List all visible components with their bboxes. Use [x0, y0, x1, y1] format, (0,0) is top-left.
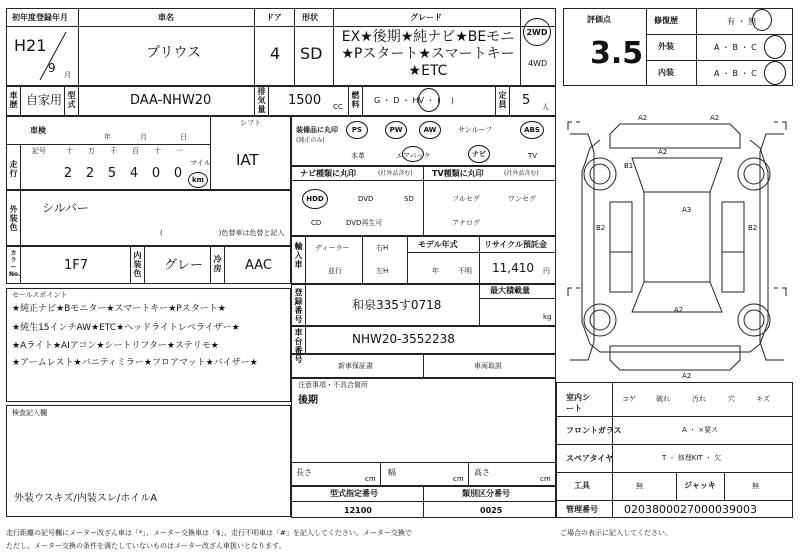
mileage-digit: 2: [85, 166, 95, 181]
drive-2wd-circle: 2WD: [523, 18, 551, 46]
model: DAA-NHW20: [130, 93, 212, 108]
sunroof-label: サンルーフ: [458, 126, 493, 134]
class-number-value: 0025: [480, 506, 503, 515]
shaken-day-unit: 日: [180, 133, 187, 141]
capacity: 5: [522, 93, 531, 108]
notes-label: 注意事項・不具合箇所: [298, 381, 368, 389]
ac-value: AAC: [245, 258, 272, 273]
chassis-value: NHW20-3552238: [352, 332, 455, 346]
exterior-label: 外装: [658, 42, 674, 51]
spare-opts: T ・ 修理KIT ・ 欠: [662, 454, 722, 462]
navi-cd: CD: [311, 219, 322, 227]
aw-circle: AW: [419, 121, 441, 139]
inspector-label: 検査記入欄: [12, 409, 47, 417]
ext-color-note: ( )色替車は色替と記入: [160, 229, 285, 237]
mileage-digit: 4: [129, 166, 139, 181]
exterior-c-circle: [764, 35, 786, 59]
navi-circle: ナビ: [468, 145, 490, 163]
tv-type-label: TV種類に丸印: [432, 169, 484, 178]
capacity-label: 定員: [498, 91, 507, 109]
ps-circle: PS: [346, 121, 368, 139]
sales-line: ★純正ナビ★Bモニター★スマートキー★Pスタート★: [12, 304, 226, 314]
mark-a3: A3: [682, 206, 692, 214]
car-damage-diagram: [560, 112, 794, 380]
warranty-label: 新車保証書: [338, 362, 373, 370]
recycle-value: 11,410: [492, 261, 534, 275]
repair-label: 修復歴: [654, 16, 678, 25]
fuel-options: G ・ D ・ HV ・ ( ): [374, 96, 454, 105]
mileage-header: 十: [154, 147, 161, 155]
fuel-label: 燃料: [351, 91, 360, 109]
mark-a2: A2: [638, 114, 648, 122]
mark-a2: A2: [710, 114, 720, 122]
type-number-value: 12100: [344, 506, 372, 515]
usage-label: 車歴: [9, 91, 18, 109]
door-label: ドア: [266, 13, 282, 22]
color-no: 1F7: [64, 258, 89, 273]
mileage-digit: 5: [107, 166, 117, 181]
mileage-header: 一: [176, 147, 183, 155]
interior-options: A ・ B ・ C: [714, 69, 757, 78]
ext-color-label: 外装色: [9, 205, 18, 232]
length-label: 長さ: [296, 468, 312, 477]
mileage-header: 百: [132, 147, 139, 155]
import-left: 左H: [376, 267, 389, 275]
navi-sd: SD: [404, 195, 414, 203]
hdd-circle: HDD: [302, 189, 328, 209]
navi-dvd-play: DVD再生可: [346, 219, 383, 227]
tool-value: 無: [636, 482, 643, 490]
footer-line-1-tail: ご場合の表示に記入してください。: [560, 529, 672, 537]
tv-oneseg: ワンセグ: [508, 195, 536, 203]
mileage-label: 走行: [9, 160, 18, 178]
sales-line: ★純生15インチAW★ETC★ヘッドライトレベライザー★: [12, 323, 240, 333]
mgmt-value: 0203800027000039003: [624, 503, 757, 516]
jack-value: 無: [752, 482, 759, 490]
mileage-digit: 0: [151, 166, 161, 181]
model-label: 型式: [67, 91, 76, 109]
seat-opt: 破れ: [656, 395, 670, 403]
drive-4wd: 4WD: [528, 59, 548, 68]
mileage-digit: 2: [63, 166, 73, 181]
notes-table: [291, 378, 556, 486]
mark-b2: B2: [748, 224, 758, 232]
first-reg-month: 9: [48, 61, 56, 75]
equipment-label: 装備品に丸印: [296, 126, 338, 134]
jack-label: ジャッキ: [684, 481, 716, 490]
import-parallel: 並行: [328, 267, 342, 275]
car-name-label: 車名: [158, 13, 174, 22]
abs-circle: ABS: [520, 121, 544, 139]
int-color-label: 内装色: [133, 251, 142, 278]
type-number-label: 型式指定番号: [330, 489, 378, 498]
model-year-unit: 年: [432, 267, 439, 275]
height-cm: cm: [540, 475, 551, 483]
airbag-label: エアバック: [396, 152, 431, 160]
width-cm: cm: [453, 475, 464, 483]
tv-label: TV: [528, 152, 538, 160]
mark-a2: A2: [658, 148, 668, 156]
tv-analog: アナログ: [452, 219, 480, 227]
body-type: SD: [300, 44, 323, 63]
row2-table: [6, 86, 556, 116]
shaken-month-unit: 月: [140, 133, 147, 141]
mileage-header: 千: [110, 147, 117, 155]
navi-type-label: ナビ種類に丸印: [300, 169, 356, 178]
shift-value: IAT: [236, 151, 259, 169]
mgmt-label: 管理番号: [566, 505, 598, 514]
exterior-options: A ・ B ・ C: [714, 43, 757, 52]
fuel-hv-circle: [418, 88, 440, 112]
footer-line-2: ただし、メーター交換の条件を満たしていないものはメーター改ざん車扱いとなります。: [6, 542, 286, 550]
navi-type-sub: (社外品含む): [378, 170, 413, 177]
cc-label: 排気量: [257, 87, 266, 114]
glass-label: フロントガラス: [566, 426, 622, 435]
ac-label: 冷房: [213, 255, 222, 273]
pw-circle: PW: [385, 121, 407, 139]
score-label: 評価点: [587, 15, 611, 24]
mark-b2: B2: [596, 224, 606, 232]
interior-c-circle: [764, 61, 786, 85]
cc: 1500: [288, 93, 322, 108]
color-no-label: カラーNo.: [9, 250, 21, 278]
first-reg-era: H21: [14, 36, 47, 55]
inspector-text: 外装ウスキズ/内装スレ/ホイルA: [14, 493, 158, 504]
sales-line: ★アームレスト★バニティミラー★フロアマット★バイザー★: [12, 358, 258, 368]
shift-label: シフト: [240, 119, 261, 127]
notes-text: 後期: [298, 395, 318, 406]
interior-label: 内装: [658, 68, 674, 77]
body-type-label: 形状: [302, 13, 318, 22]
shaken-year-unit: 年: [104, 133, 111, 141]
mileage-header: 万: [88, 147, 95, 155]
glass-opts: A ・ ×要ス: [682, 426, 719, 434]
import-label: 輸入車: [294, 242, 303, 269]
tv-fullseg: フルセグ: [452, 195, 480, 203]
km-circle: km: [188, 172, 208, 188]
recycle-label: リサイクル預託金: [484, 240, 547, 249]
seat-label: 室内シート: [566, 393, 590, 413]
manual-label: 車両取説: [474, 362, 502, 370]
height-label: 高さ: [474, 468, 490, 477]
tool-label: 工具: [574, 481, 590, 490]
month-unit: 月: [64, 71, 71, 79]
reg-label: 登録番号: [294, 288, 303, 324]
load-kg: kg: [543, 313, 552, 321]
shaken-label: 車検: [30, 126, 46, 135]
load-label: 最大積載量: [490, 286, 530, 295]
mark-a2: A2: [674, 306, 684, 314]
mileage-header: 十: [66, 147, 73, 155]
seat-opt: 汚れ: [692, 395, 706, 403]
airbag-circle: [402, 146, 424, 162]
mark-a2: A2: [682, 372, 692, 380]
repair-none-circle: [752, 9, 772, 31]
mileage-header: 記号: [32, 147, 46, 155]
mile-label: マイル: [190, 159, 211, 167]
sales-label: セールスポイント: [12, 291, 68, 299]
cc-unit: CC: [333, 103, 343, 111]
spare-label: スペアタイヤ: [566, 454, 614, 463]
mileage-digit: 0: [173, 166, 183, 181]
navi-dvd: DVD: [358, 195, 374, 203]
sales-line: ★Aライト★AIアコン★シートリフター★ステリモ★: [12, 341, 219, 351]
first-reg-label: 初年度登録年月: [12, 13, 68, 22]
seat-opt: 穴: [728, 395, 735, 403]
model-year-label: モデル年式: [418, 240, 458, 249]
car-name: プリウス: [146, 45, 202, 61]
reg-value: 和泉335す0718: [352, 298, 442, 312]
int-color: グレー: [164, 258, 204, 273]
recycle-yen: 円: [543, 267, 550, 275]
ext-color: シルバー: [42, 201, 89, 215]
grade-text: EX★後期★純ナビ★BEモニ★Pスタート★スマートキー★ETC: [341, 29, 515, 79]
class-number-label: 類別区分番号: [462, 489, 510, 498]
chassis-label: 車台番号: [294, 328, 303, 364]
seat-opt: キズ: [756, 395, 770, 403]
footer-line-1: 走行距離の記号欄にメーター改ざん車は「*」、メーター交換車は「$」、走行不明車は「#」を記入してください。メーター交換で: [6, 529, 412, 537]
tv-type-sub: (社外品含む): [504, 170, 539, 177]
leather-label: 本革: [351, 152, 365, 160]
capacity-unit: 人: [542, 103, 549, 111]
equipment-sub: (純正のみ): [296, 137, 325, 144]
grade-label: グレード: [410, 13, 442, 22]
import-dealer: ディーラー: [315, 244, 350, 252]
mark-b1: B1: [624, 162, 634, 170]
usage: 自家用: [26, 93, 63, 107]
model-year-unknown: 不明: [458, 267, 472, 275]
width-label: 幅: [388, 468, 396, 477]
import-right: 右H: [376, 244, 389, 252]
color-table: [6, 190, 291, 246]
repair-options: 有 ・ 無: [727, 17, 757, 26]
doors: 4: [270, 44, 281, 63]
seat-opt: コゲ: [622, 395, 636, 403]
length-cm: cm: [365, 475, 376, 483]
score-value: 3.5: [590, 36, 644, 71]
